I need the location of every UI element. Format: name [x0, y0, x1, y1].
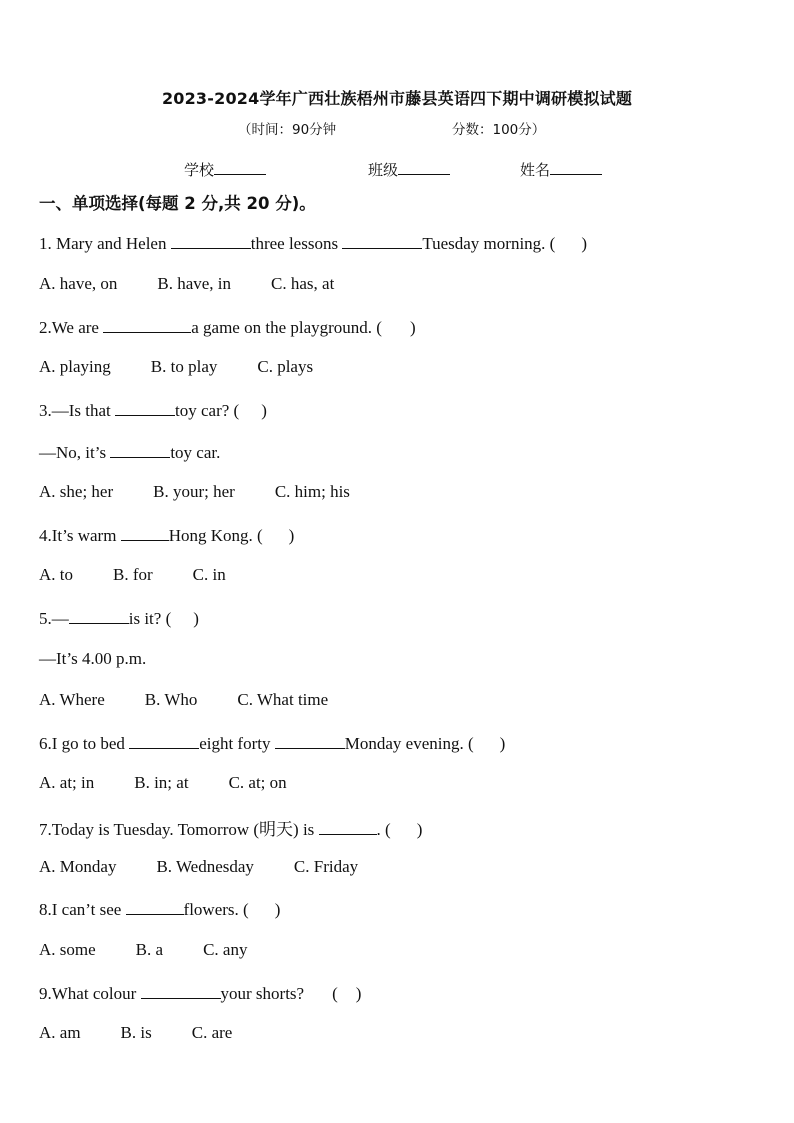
q8-options [39, 940, 287, 960]
page-title: 2023-2024学年广西壮族梧州市藤县英语四下期中调研模拟试题 [161, 89, 633, 108]
q7-blank-1 [319, 818, 377, 835]
school-blank [214, 160, 266, 175]
q4-option-b: B. for [113, 565, 153, 584]
q9-text-a: 9.What colour [39, 984, 141, 1003]
q1-option-b: B. have, in [157, 274, 232, 293]
q6-text-c: Monday evening. ( [344, 734, 474, 753]
q1-text-a: 1. Mary and Helen [39, 234, 171, 253]
q2-paren-close: ) [409, 318, 416, 337]
q7-paren-close: ) [416, 820, 423, 839]
q3-options [39, 482, 390, 502]
q9-paren-close: ) [355, 984, 362, 1003]
q4-text-a: 4.It’s warm [39, 526, 121, 545]
q3-reply-a: —No, it’s [39, 443, 111, 462]
question-1 [39, 232, 587, 254]
q3-text-b: toy car? ( [175, 401, 240, 420]
q8-paren-close: ) [274, 900, 281, 919]
q4-blank-1 [121, 524, 169, 541]
q8-option-a: A. some [39, 940, 96, 959]
q3-option-c: C. him; his [274, 482, 350, 501]
q8-text-a: 8.I can’t see [39, 900, 126, 919]
class-blank [398, 160, 450, 175]
question-6 [39, 732, 505, 754]
q5-paren-close: ) [193, 609, 199, 628]
q6-blank-1 [129, 732, 199, 749]
q3-option-b: B. your; her [153, 482, 235, 501]
q2-option-a: A. playing [39, 357, 111, 376]
q6-option-a: A. at; in [39, 773, 95, 792]
q5-option-a: A. Where [39, 690, 105, 709]
q6-options [39, 773, 327, 793]
q2-text-a: 2.We are [39, 318, 104, 337]
question-3 [39, 399, 267, 421]
q6-text-b: eight forty [199, 734, 275, 753]
q3-blank-2 [110, 441, 170, 458]
q1-text-b: three lessons [250, 234, 343, 253]
class-label: 班级 [368, 161, 399, 179]
name-blank [550, 160, 602, 175]
q4-paren-close: ) [288, 526, 295, 545]
question-9 [39, 982, 361, 1004]
q9-options [39, 1023, 272, 1043]
q4-options [39, 565, 266, 585]
q4-option-c: C. in [192, 565, 226, 584]
q1-option-a: A. have, on [39, 274, 118, 293]
q7-text-a: 7.Today is Tuesday. Tomorrow (明天) is [39, 820, 319, 839]
exam-score: 分数：100分） [452, 122, 546, 138]
q6-text-a: 6.I go to bed [39, 734, 130, 753]
q9-option-b: B. is [120, 1023, 152, 1042]
school-field [184, 159, 266, 180]
q7-options [39, 857, 398, 877]
q5-reply: —It’s 4.00 p.m. [39, 649, 147, 668]
q3-text-a: 3.—Is that [39, 401, 116, 420]
q1-blank-2 [342, 232, 422, 249]
question-5-reply [39, 649, 146, 669]
q9-option-a: A. am [39, 1023, 81, 1042]
q8-option-c: C. any [203, 940, 248, 959]
q5-text-b: is it? ( [128, 609, 172, 628]
q7-option-b: B. Wednesday [156, 857, 254, 876]
q1-options [39, 274, 374, 294]
exam-time: （时间：90分钟 [238, 122, 337, 138]
q4-option-a: A. to [39, 565, 73, 584]
q1-paren-close: ) [581, 234, 587, 253]
q4-text-b: Hong Kong. ( [168, 526, 263, 545]
class-field [368, 159, 450, 180]
q8-option-b: B. a [135, 940, 164, 959]
q5-text-a: 5.— [39, 609, 69, 628]
q9-text-b: your shorts? [220, 984, 305, 1003]
q6-blank-2 [275, 732, 345, 749]
q2-option-b: B. to play [150, 357, 218, 376]
q5-option-b: B. Who [144, 690, 198, 709]
q1-blank-1 [171, 232, 251, 249]
q5-options [39, 690, 368, 710]
q2-blank-1 [103, 316, 191, 333]
q7-text-b: . ( [376, 820, 391, 839]
q9-blank-1 [141, 982, 221, 999]
q5-option-c: C. What time [237, 690, 329, 709]
q2-text-b: a game on the playground. ( [191, 318, 382, 337]
q9-option-c: C. are [191, 1023, 233, 1042]
question-7 [39, 815, 422, 840]
q9-paren-open: ( [332, 984, 338, 1003]
q7-option-a: A. Monday [39, 857, 117, 876]
question-2 [39, 316, 416, 338]
q7-option-c: C. Friday [293, 857, 359, 876]
q6-paren-close: ) [499, 734, 506, 753]
question-4 [39, 524, 294, 546]
name-field [520, 159, 602, 180]
q3-option-a: A. she; her [39, 482, 114, 501]
question-5 [39, 607, 199, 629]
q8-text-b: flowers. ( [183, 900, 249, 919]
q2-option-c: C. plays [257, 357, 314, 376]
section-title: 一、单项选择(每题 2 分,共 20 分)。 [39, 194, 316, 213]
q3-blank-1 [115, 399, 175, 416]
q8-blank-1 [126, 898, 184, 915]
q1-text-c: Tuesday morning. ( [422, 234, 556, 253]
q3-paren-close: ) [261, 401, 267, 420]
question-8 [39, 898, 280, 920]
q3-reply-b: toy car. [170, 443, 221, 462]
school-label: 学校 [184, 161, 215, 179]
name-label: 姓名 [520, 161, 551, 179]
q5-blank-1 [69, 607, 129, 624]
q6-option-b: B. in; at [134, 773, 189, 792]
q2-options [39, 357, 353, 377]
q1-option-c: C. has, at [271, 274, 335, 293]
q6-option-c: C. at; on [228, 773, 287, 792]
question-3-reply [39, 441, 220, 463]
